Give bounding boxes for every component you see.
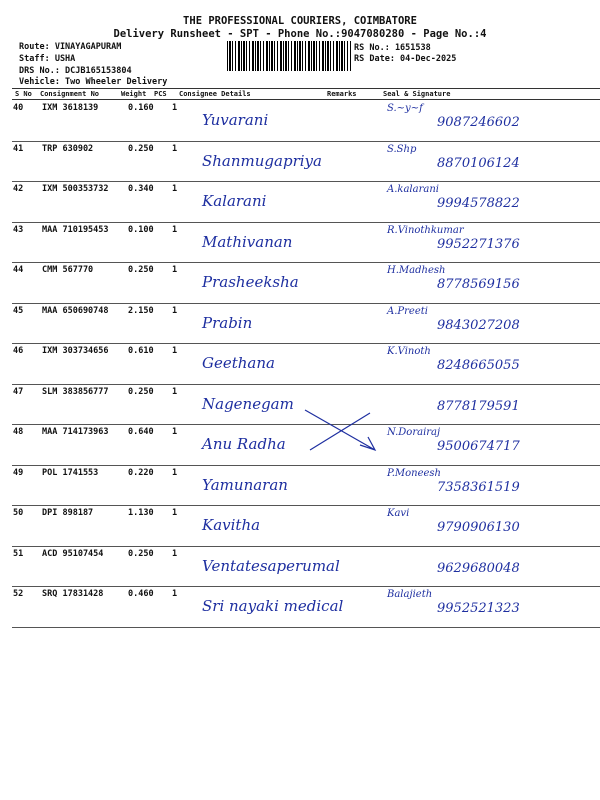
weight-value: 0.160 (128, 103, 154, 113)
receiver-signature: K.Vinoth (387, 346, 431, 357)
receiver-phone: 8778179591 (437, 398, 520, 414)
pcs-count: 1 (172, 427, 178, 437)
receiver-phone: 9994578822 (437, 196, 520, 211)
consignment-number: MAA 710195453 (42, 224, 109, 235)
table-row (12, 506, 600, 547)
pcs-count: 1 (172, 224, 178, 235)
consignee-signature-name: Ventatesaperumal (202, 556, 340, 575)
weight-value: 0.250 (128, 386, 154, 397)
col-weight: Weight (121, 90, 147, 98)
receiver-phone: 9843027208 (437, 317, 520, 333)
barcode-image (227, 41, 351, 71)
consignment-number: SRQ 17831428 (42, 589, 104, 599)
receiver-signature: A.Preeti (387, 305, 428, 317)
serial-number: 51 (13, 548, 24, 559)
serial-number: 42 (13, 184, 24, 194)
serial-number: 49 (13, 467, 24, 478)
consignee-signature-name: Yamunaran (202, 475, 288, 494)
table-row (12, 182, 600, 223)
table-row (12, 101, 600, 142)
serial-number: 46 (13, 346, 24, 356)
receiver-phone: 8248665055 (437, 358, 520, 373)
consignment-number: MAA 650690748 (42, 305, 109, 316)
receiver-phone: 9790906130 (437, 520, 520, 535)
table-row (12, 223, 600, 264)
receiver-phone: 9952271376 (437, 236, 520, 252)
consignee-signature-name: Sri nayaki medical (202, 597, 344, 615)
weight-value: 0.250 (128, 143, 154, 154)
serial-number: 45 (13, 305, 24, 316)
receiver-signature: P.Moneesh (387, 467, 441, 479)
table-row (12, 587, 600, 628)
serial-number: 43 (13, 224, 24, 235)
table-row (12, 466, 600, 507)
table-row (12, 263, 600, 304)
col-consignment: Consignment No (40, 90, 100, 98)
company-title: THE PROFESSIONAL COURIERS, COIMBATORE (183, 15, 417, 27)
consignee-signature-name: Yuvarani (202, 111, 269, 129)
consignment-number: DPI 898187 (42, 508, 94, 518)
pcs-count: 1 (172, 589, 178, 599)
route-label: Route: VINAYAGAPURAM (19, 42, 122, 52)
consignment-number: ACD 95107454 (42, 548, 104, 559)
serial-number: 48 (13, 427, 24, 437)
weight-value: 0.640 (128, 427, 154, 437)
strike-mark (300, 405, 380, 455)
vehicle-label: Vehicle: Two Wheeler Delivery (19, 77, 168, 87)
pcs-count: 1 (172, 305, 178, 316)
weight-value: 0.340 (128, 184, 154, 194)
receiver-signature: N.Dorairaj (387, 427, 441, 438)
serial-number: 44 (13, 265, 24, 275)
weight-value: 0.460 (128, 589, 154, 599)
col-consignee: Consignee Details (179, 90, 251, 98)
drs-number: DRS No.: DCJB165153804 (19, 66, 132, 76)
receiver-signature: Kavi (387, 508, 410, 519)
serial-number: 52 (13, 589, 24, 599)
consignee-signature-name: Kalarani (202, 192, 267, 210)
pcs-count: 1 (172, 103, 178, 113)
consignee-signature-name: Kavitha (202, 516, 261, 534)
row-divider (12, 627, 600, 628)
header-bottom-rule (12, 99, 600, 100)
consignment-number: IXM 303734656 (42, 346, 109, 356)
consignment-number: SLM 383856777 (42, 386, 109, 397)
weight-value: 0.100 (128, 224, 154, 235)
receiver-phone: 7358361519 (437, 479, 520, 495)
weight-value: 0.250 (128, 548, 154, 559)
pcs-count: 1 (172, 265, 178, 275)
consignee-signature-name: Shanmugapriya (202, 151, 322, 170)
pcs-count: 1 (172, 184, 178, 194)
header-top-rule (12, 88, 600, 89)
consignee-signature-name: Anu Radha (202, 435, 286, 453)
receiver-phone: 8870106124 (437, 155, 520, 171)
consignment-number: CMM 567770 (42, 265, 94, 275)
rs-number: RS No.: 1651538 (354, 43, 431, 53)
receiver-signature: A.kalarani (387, 184, 439, 195)
weight-value: 1.130 (128, 508, 154, 518)
weight-value: 0.220 (128, 467, 154, 478)
consignee-signature-name: Nagenegam (202, 394, 294, 413)
consignment-number: IXM 3618139 (42, 103, 99, 113)
weight-value: 0.610 (128, 346, 154, 356)
receiver-phone: 9500674717 (437, 439, 520, 454)
col-sno: S No (15, 90, 32, 98)
consignment-number: POL 1741553 (42, 467, 99, 478)
consignee-signature-name: Geethana (202, 354, 275, 372)
serial-number: 50 (13, 508, 24, 518)
serial-number: 41 (13, 143, 24, 154)
pcs-count: 1 (172, 467, 178, 478)
receiver-phone: 8778569156 (437, 277, 520, 292)
col-seal-signature: Seal & Signature (383, 90, 451, 98)
serial-number: 47 (13, 386, 24, 397)
receiver-signature: R.Vinothkumar (387, 224, 464, 236)
pcs-count: 1 (172, 143, 178, 154)
rs-date: RS Date: 04-Dec-2025 (354, 54, 457, 64)
runsheet-subtitle: Delivery Runsheet - SPT - Phone No.:9047080280 - Page No.:4 (113, 28, 487, 40)
receiver-signature: Balajieth (387, 589, 433, 600)
col-remarks: Remarks (327, 90, 357, 98)
consignment-number: MAA 714173963 (42, 427, 109, 437)
receiver-signature: H.Madhesh (387, 265, 446, 276)
serial-number: 40 (13, 103, 24, 113)
pcs-count: 1 (172, 386, 178, 397)
consignment-number: TRP 630902 (42, 143, 94, 154)
consignment-number: IXM 500353732 (42, 184, 109, 194)
receiver-signature: S.Shp (387, 143, 417, 155)
receiver-phone: 9629680048 (437, 560, 520, 576)
consignee-signature-name: Mathivanan (202, 232, 293, 251)
receiver-phone: 9087246602 (437, 115, 520, 130)
weight-value: 2.150 (128, 305, 154, 316)
table-row (12, 344, 600, 385)
receiver-signature: S.~y~f (387, 103, 423, 114)
weight-value: 0.250 (128, 265, 154, 275)
receiver-phone: 9952521323 (437, 601, 520, 616)
consignee-signature-name: Prabin (202, 313, 253, 332)
col-pcs: PCS (154, 90, 167, 98)
consignee-signature-name: Prasheeksha (202, 273, 299, 291)
table-row (12, 142, 600, 183)
pcs-count: 1 (172, 346, 178, 356)
table-row (12, 304, 600, 345)
staff-label: Staff: USHA (19, 54, 76, 64)
table-row (12, 547, 600, 588)
pcs-count: 1 (172, 508, 178, 518)
pcs-count: 1 (172, 548, 178, 559)
